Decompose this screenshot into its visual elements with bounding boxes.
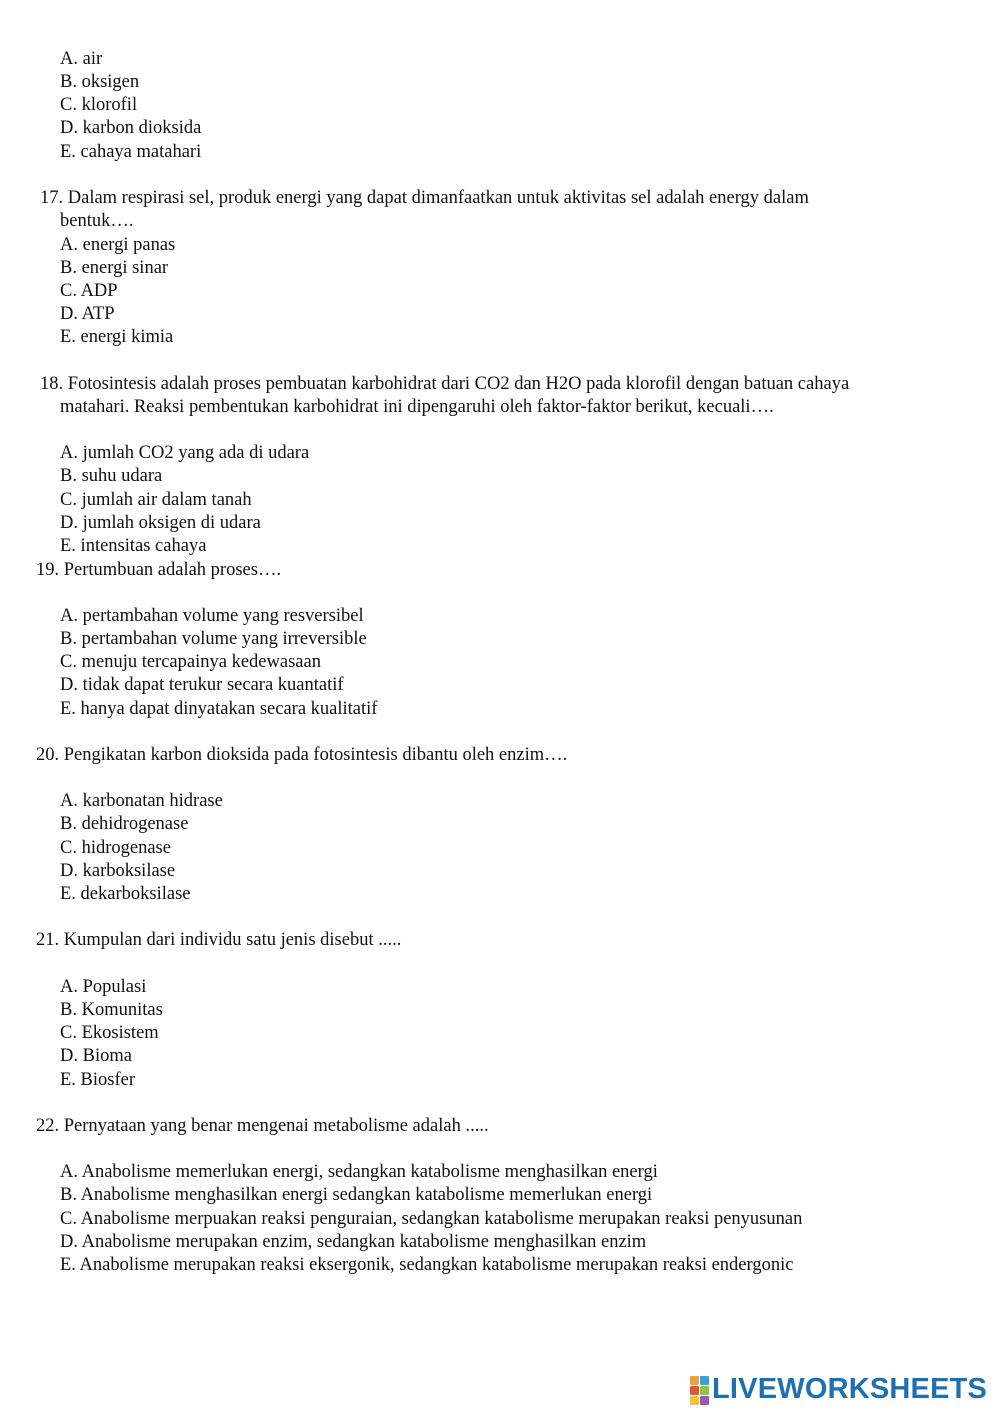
q17-text-line1: 17. Dalam respirasi sel, produk energi yang dapat dimanfaatkan untuk aktivitas sel adalah energy dalam xyxy=(40,188,809,208)
q19-option-c: C. menuju tercapainya kedewasaan xyxy=(60,652,321,672)
q16-option-e: E. cahaya matahari xyxy=(60,142,202,162)
q16-option-c: C. klorofil xyxy=(60,95,138,115)
q17-text-line2: bentuk…. xyxy=(60,211,134,231)
q21-option-d: D. Bioma xyxy=(60,1046,132,1066)
logo-square-4 xyxy=(700,1386,709,1395)
q20-option-a: A. karbonatan hidrase xyxy=(60,791,223,811)
q18-option-e: E. intensitas cahaya xyxy=(60,536,207,556)
q18-option-d: D. jumlah oksigen di udara xyxy=(60,513,261,533)
q21-text: 21. Kumpulan dari individu satu jenis disebut ..... xyxy=(36,930,402,950)
q20-option-b: B. dehidrogenase xyxy=(60,814,189,834)
liveworksheets-logo xyxy=(690,1373,988,1406)
q20-option-d: D. karboksilase xyxy=(60,861,176,881)
q20-option-e: E. dekarboksilase xyxy=(60,884,191,904)
q18-text-line2: matahari. Reaksi pembentukan karbohidrat ini dipengaruhi oleh faktor-faktor berikut, kecuali…. xyxy=(60,397,774,417)
logo-square-6 xyxy=(700,1396,709,1405)
q18-text-line1: 18. Fotosintesis adalah proses pembuatan karbohidrat dari CO2 dan H2O pada klorofil dengan batuan cahaya xyxy=(40,374,850,394)
liveworksheets-logo-text: LIVEWORKSHEETS xyxy=(712,1373,988,1406)
q19-option-e: E. hanya dapat dinyatakan secara kualitatif xyxy=(60,699,378,719)
q16-option-d: D. karbon dioksida xyxy=(60,118,202,138)
q18-option-c: C. jumlah air dalam tanah xyxy=(60,490,252,510)
q19-text: 19. Pertumbuan adalah proses…. xyxy=(36,560,282,580)
liveworksheets-logo-icon xyxy=(690,1376,709,1405)
q18-option-b: B. suhu udara xyxy=(60,466,163,486)
q16-option-b: B. oksigen xyxy=(60,72,140,92)
logo-square-3 xyxy=(690,1386,699,1395)
q22-option-d: D. Anabolisme merupakan enzim, sedangkan katabolisme menghasilkan enzim xyxy=(60,1232,647,1252)
q17-option-a: A. energi panas xyxy=(60,235,176,255)
q17-option-d: D. ATP xyxy=(60,304,115,324)
logo-square-1 xyxy=(690,1376,699,1385)
q22-option-b: B. Anabolisme menghasilkan energi sedangkan katabolisme memerlukan energi xyxy=(60,1185,653,1205)
q18-option-a: A. jumlah CO2 yang ada di udara xyxy=(60,443,310,463)
q22-option-e: E. Anabolisme merupakan reaksi eksergonik, sedangkan katabolisme merupakan reaksi endergonic xyxy=(60,1255,794,1275)
q21-option-a: A. Populasi xyxy=(60,977,147,997)
q16-option-a: A. air xyxy=(60,49,103,69)
q22-option-c: C. Anabolisme merpuakan reaksi penguraian, sedangkan katabolisme merupakan reaksi penyusunan xyxy=(60,1209,803,1229)
q22-option-a: A. Anabolisme memerlukan energi, sedangkan katabolisme menghasilkan energi xyxy=(60,1162,658,1182)
q19-option-a: A. pertambahan volume yang resversibel xyxy=(60,606,364,626)
q21-option-b: B. Komunitas xyxy=(60,1000,163,1020)
q17-option-e: E. energi kimia xyxy=(60,327,174,347)
logo-square-5 xyxy=(690,1396,699,1405)
q21-option-e: E. Biosfer xyxy=(60,1070,136,1090)
q20-text: 20. Pengikatan karbon dioksida pada fotosintesis dibantu oleh enzim…. xyxy=(36,745,568,765)
q19-option-b: B. pertambahan volume yang irreversible xyxy=(60,629,367,649)
q20-option-c: C. hidrogenase xyxy=(60,838,171,858)
q22-text: 22. Pernyataan yang benar mengenai metabolisme adalah ..... xyxy=(36,1116,489,1136)
q17-option-b: B. energi sinar xyxy=(60,258,169,278)
q19-option-d: D. tidak dapat terukur secara kuantatif xyxy=(60,675,344,695)
logo-square-2 xyxy=(700,1376,709,1385)
q21-option-c: C. Ekosistem xyxy=(60,1023,159,1043)
q17-option-c: C. ADP xyxy=(60,281,118,301)
